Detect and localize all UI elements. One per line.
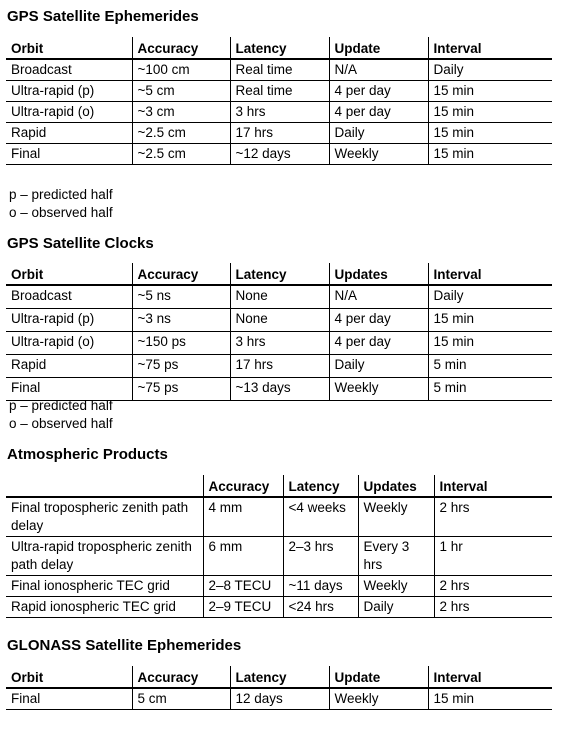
table-cell: ~100 cm	[132, 59, 230, 81]
table-cell: Real time	[230, 59, 329, 81]
table-row	[6, 123, 552, 144]
column-header	[6, 475, 203, 497]
table-cell: Ultra-rapid tropospheric zenith path delay	[11, 539, 192, 572]
column-header: Accuracy	[132, 263, 230, 285]
table-cell: 2–3 hrs	[283, 537, 358, 576]
table-cell: 4 mm	[203, 497, 283, 537]
table-cell: Weekly	[358, 497, 434, 537]
table-cell: Rapid ionospheric TEC grid	[11, 599, 176, 614]
table-row	[6, 309, 552, 332]
table-cell: Ultra-rapid (p)	[11, 311, 95, 326]
table-cell: Final tropospheric zenith path delay	[11, 500, 189, 533]
table-row	[6, 102, 552, 123]
atmospheric-products-table	[6, 475, 552, 618]
header-row	[6, 263, 552, 285]
table-cell: ~2.5 cm	[132, 123, 230, 144]
gps-ephemerides-table	[6, 37, 552, 165]
table-cell: 17 hrs	[230, 355, 329, 378]
table-cell: 2–9 TECU	[203, 597, 283, 618]
table-row	[6, 285, 552, 309]
glonass-ephemerides-table	[6, 666, 552, 710]
section-title-glonass-ephemerides: GLONASS Satellite Ephemerides	[7, 637, 242, 654]
table-cell: 1 hr	[434, 537, 552, 576]
footnote-predicted: p – predicted half	[9, 187, 113, 202]
table-row	[6, 688, 552, 710]
section-title-gps-clocks: GPS Satellite Clocks	[7, 235, 154, 252]
table-cell: 5 min	[428, 378, 552, 401]
table-row	[6, 597, 552, 618]
table-row	[6, 59, 552, 81]
table-cell: Real time	[230, 81, 329, 102]
column-header: Orbit	[11, 670, 44, 685]
column-header: Latency	[230, 263, 329, 285]
table-cell: 15 min	[428, 123, 552, 144]
table-cell: Every 3 hrs	[358, 537, 434, 576]
table-cell: N/A	[329, 285, 428, 309]
table-cell: 17 hrs	[230, 123, 329, 144]
table-cell: 4 per day	[329, 102, 428, 123]
table-cell: Daily	[358, 597, 434, 618]
table-row	[6, 576, 552, 597]
table-cell: 15 min	[428, 309, 552, 332]
table-row	[6, 497, 552, 537]
column-header: Interval	[428, 666, 552, 688]
table-cell: Rapid	[11, 125, 47, 140]
table-cell: 12 days	[230, 688, 329, 710]
table-cell: ~75 ps	[132, 355, 230, 378]
table-cell: 4 per day	[329, 309, 428, 332]
table-cell: 15 min	[428, 81, 552, 102]
table-cell: ~3 ns	[132, 309, 230, 332]
table-cell: 2 hrs	[434, 576, 552, 597]
table-cell: 4 per day	[329, 81, 428, 102]
table-cell: Weekly	[329, 144, 428, 165]
column-header: Updates	[329, 263, 428, 285]
footnote-observed: o – observed half	[9, 416, 113, 431]
table-cell: Weekly	[329, 378, 428, 401]
table-cell: <24 hrs	[283, 597, 358, 618]
table-cell: 3 hrs	[230, 102, 329, 123]
table-cell: ~150 ps	[132, 332, 230, 355]
table-cell: ~3 cm	[132, 102, 230, 123]
table-cell: 15 min	[428, 102, 552, 123]
table-cell: ~5 ns	[132, 285, 230, 309]
table-cell: ~5 cm	[132, 81, 230, 102]
table-cell: Ultra-rapid (o)	[11, 104, 95, 119]
table-cell: 3 hrs	[230, 332, 329, 355]
column-header: Accuracy	[132, 666, 230, 688]
table-cell: 2 hrs	[434, 497, 552, 537]
table-cell: 5 min	[428, 355, 552, 378]
table-cell: 15 min	[428, 332, 552, 355]
table-cell: ~12 days	[230, 144, 329, 165]
table-cell: Final	[11, 691, 41, 706]
table-cell: Weekly	[329, 688, 428, 710]
table-cell: Broadcast	[11, 62, 72, 77]
table-cell: Daily	[329, 123, 428, 144]
table-cell: None	[230, 285, 329, 309]
table-cell: None	[230, 309, 329, 332]
table-cell: Broadcast	[11, 288, 72, 303]
table-row	[6, 81, 552, 102]
section-title-atmospheric: Atmospheric Products	[7, 446, 168, 463]
table-cell: <4 weeks	[283, 497, 358, 537]
footnote-predicted: p – predicted half	[9, 398, 113, 413]
column-header: Interval	[428, 263, 552, 285]
table-row	[6, 537, 552, 576]
column-header: Accuracy	[203, 475, 283, 497]
table-cell: 6 mm	[203, 537, 283, 576]
table-cell: Ultra-rapid (p)	[11, 83, 95, 98]
table-row	[6, 332, 552, 355]
table-cell: 15 min	[428, 144, 552, 165]
table-cell: ~11 days	[283, 576, 358, 597]
column-header: Update	[329, 666, 428, 688]
column-header: Latency	[230, 666, 329, 688]
table-cell: Final	[11, 380, 41, 395]
table-cell: N/A	[329, 59, 428, 81]
table-cell: ~2.5 cm	[132, 144, 230, 165]
table-cell: 2 hrs	[434, 597, 552, 618]
table-cell: 5 cm	[132, 688, 230, 710]
table-cell: Rapid	[11, 357, 47, 372]
table-cell: Daily	[329, 355, 428, 378]
table-cell: Final ionospheric TEC grid	[11, 578, 170, 593]
table-cell: Weekly	[358, 576, 434, 597]
column-header: Latency	[283, 475, 358, 497]
section-title-gps-ephemerides: GPS Satellite Ephemerides	[7, 8, 199, 25]
column-header: Update	[329, 37, 428, 59]
table-cell: Daily	[428, 285, 552, 309]
column-header: Orbit	[11, 41, 44, 56]
table-cell: ~75 ps	[132, 378, 230, 401]
column-header: Updates	[358, 475, 434, 497]
column-header: Latency	[230, 37, 329, 59]
column-header: Interval	[428, 37, 552, 59]
table-cell: 2–8 TECU	[203, 576, 283, 597]
table-row	[6, 355, 552, 378]
header-row	[6, 666, 552, 688]
gps-clocks-table	[6, 263, 552, 401]
column-header: Interval	[434, 475, 552, 497]
table-cell: Daily	[428, 59, 552, 81]
column-header: Accuracy	[132, 37, 230, 59]
table-cell: Ultra-rapid (o)	[11, 334, 95, 349]
footnote-observed: o – observed half	[9, 205, 113, 220]
table-cell: 4 per day	[329, 332, 428, 355]
table-cell: 15 min	[428, 688, 552, 710]
table-row	[6, 144, 552, 165]
table-cell: ~13 days	[230, 378, 329, 401]
header-row	[6, 37, 552, 59]
table-cell: Final	[11, 146, 41, 161]
column-header: Orbit	[11, 267, 44, 282]
header-row	[6, 475, 552, 497]
